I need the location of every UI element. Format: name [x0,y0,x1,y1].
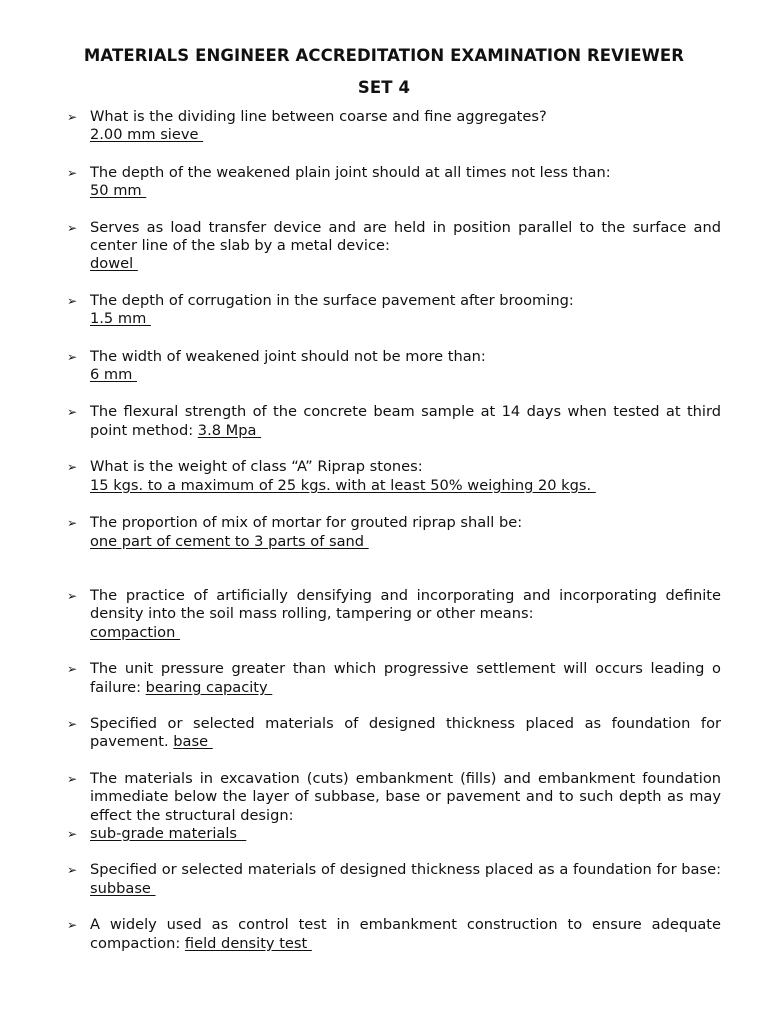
question-text: The depth of the weakened plain joint should at all times not less than: [90,163,611,181]
question-item [67,769,721,844]
question-text: Specified or selected materials of designed thickness placed as foundation for pavement. base [90,714,721,751]
answer-text: compaction [90,623,180,641]
answer-text: subbase [90,879,156,897]
question-text: What is the dividing line between coarse and fine aggregates? [90,108,547,125]
answer-text: 6 mm [90,366,137,384]
question-item [67,660,721,697]
answer-text: bearing capacity [145,678,273,696]
question-text: The materials in excavation (cuts) embankment (fills) and embankment foundation immediate below the layer of subbase, base or pavement and to such depth as may effect the structural design: [90,769,721,824]
document-subtitle-set: SET 4 [357,78,411,97]
question-item [67,861,721,898]
answer-row [67,824,721,843]
arrow-bullet-icon: ➢ [67,220,78,235]
answer-text: 2.00 mm sieve [90,126,204,144]
arrow-bullet-icon: ➢ [67,716,78,731]
answer-text: base [173,733,213,751]
answer-text: dowel [90,255,138,273]
question-text: A widely used as control test in embankment construction to ensure adequate compaction: field density test [90,916,721,952]
arrow-bullet-icon: ➢ [67,165,78,180]
arrow-bullet-icon: ➢ [67,349,78,364]
question-text: The flexural strength of the concrete beam sample at 14 days when tested at third point method: 3.8 Mpa [90,403,721,439]
question-item [67,347,721,385]
question-item [67,458,721,495]
answer-text: 3.8 Mpa [197,421,262,439]
question-text: Specified or selected materials of designed thickness placed as a foundation for base: subbase [90,861,721,897]
arrow-bullet-icon: ➢ [67,918,78,933]
arrow-bullet-icon: ➢ [67,771,78,786]
question-item [67,586,721,642]
arrow-bullet-icon: ➢ [67,460,78,475]
question-text: Serves as load transfer device and are held in position parallel to the surface and center line of the slab by a metal device: [90,218,721,255]
answer-text: 50 mm [90,182,147,200]
arrow-bullet-icon: ➢ [67,588,78,603]
answer-text: field density test [184,934,312,952]
question-item [67,403,721,440]
question-item [67,514,721,551]
question-text: The proportion of mix of mortar for grouted riprap shall be: [90,514,523,532]
arrow-bullet-icon: ➢ [67,293,78,308]
question-item [67,108,721,145]
arrow-bullet-icon: ➢ [67,863,78,878]
arrow-bullet-icon: ➢ [67,826,78,841]
document-title: MATERIALS ENGINEER ACCREDITATION EXAMINATION REVIEWER [83,46,685,65]
question-text: The practice of artificially densifying and incorporating and incorporating definite density into the soil mass rolling, tampering or other means: [90,586,721,623]
question-text: The unit pressure greater than which progressive settlement will occurs leading o failure: bearing capacity [90,660,721,696]
question-text: What is the weight of class “A” Riprap stones: [90,458,423,476]
question-item [67,163,721,201]
question-item [67,291,721,329]
question-text: The width of weakened joint should not be more than: [90,347,486,365]
question-item [67,916,721,953]
question-item [67,714,721,752]
answer-text: sub-grade materials [90,824,247,842]
arrow-bullet-icon: ➢ [67,110,78,124]
question-text: The depth of corrugation in the surface pavement after brooming: [90,291,574,309]
answer-text: one part of cement to 3 parts of sand [90,532,369,550]
answer-text: 15 kgs. to a maximum of 25 kgs. with at least 50% weighing 20 kgs. [90,476,596,494]
arrow-bullet-icon: ➢ [67,516,78,531]
arrow-bullet-icon: ➢ [67,405,78,420]
question-item [67,218,721,274]
answer-text: 1.5 mm [90,310,151,328]
arrow-bullet-icon: ➢ [67,662,78,677]
question-list [0,108,768,953]
